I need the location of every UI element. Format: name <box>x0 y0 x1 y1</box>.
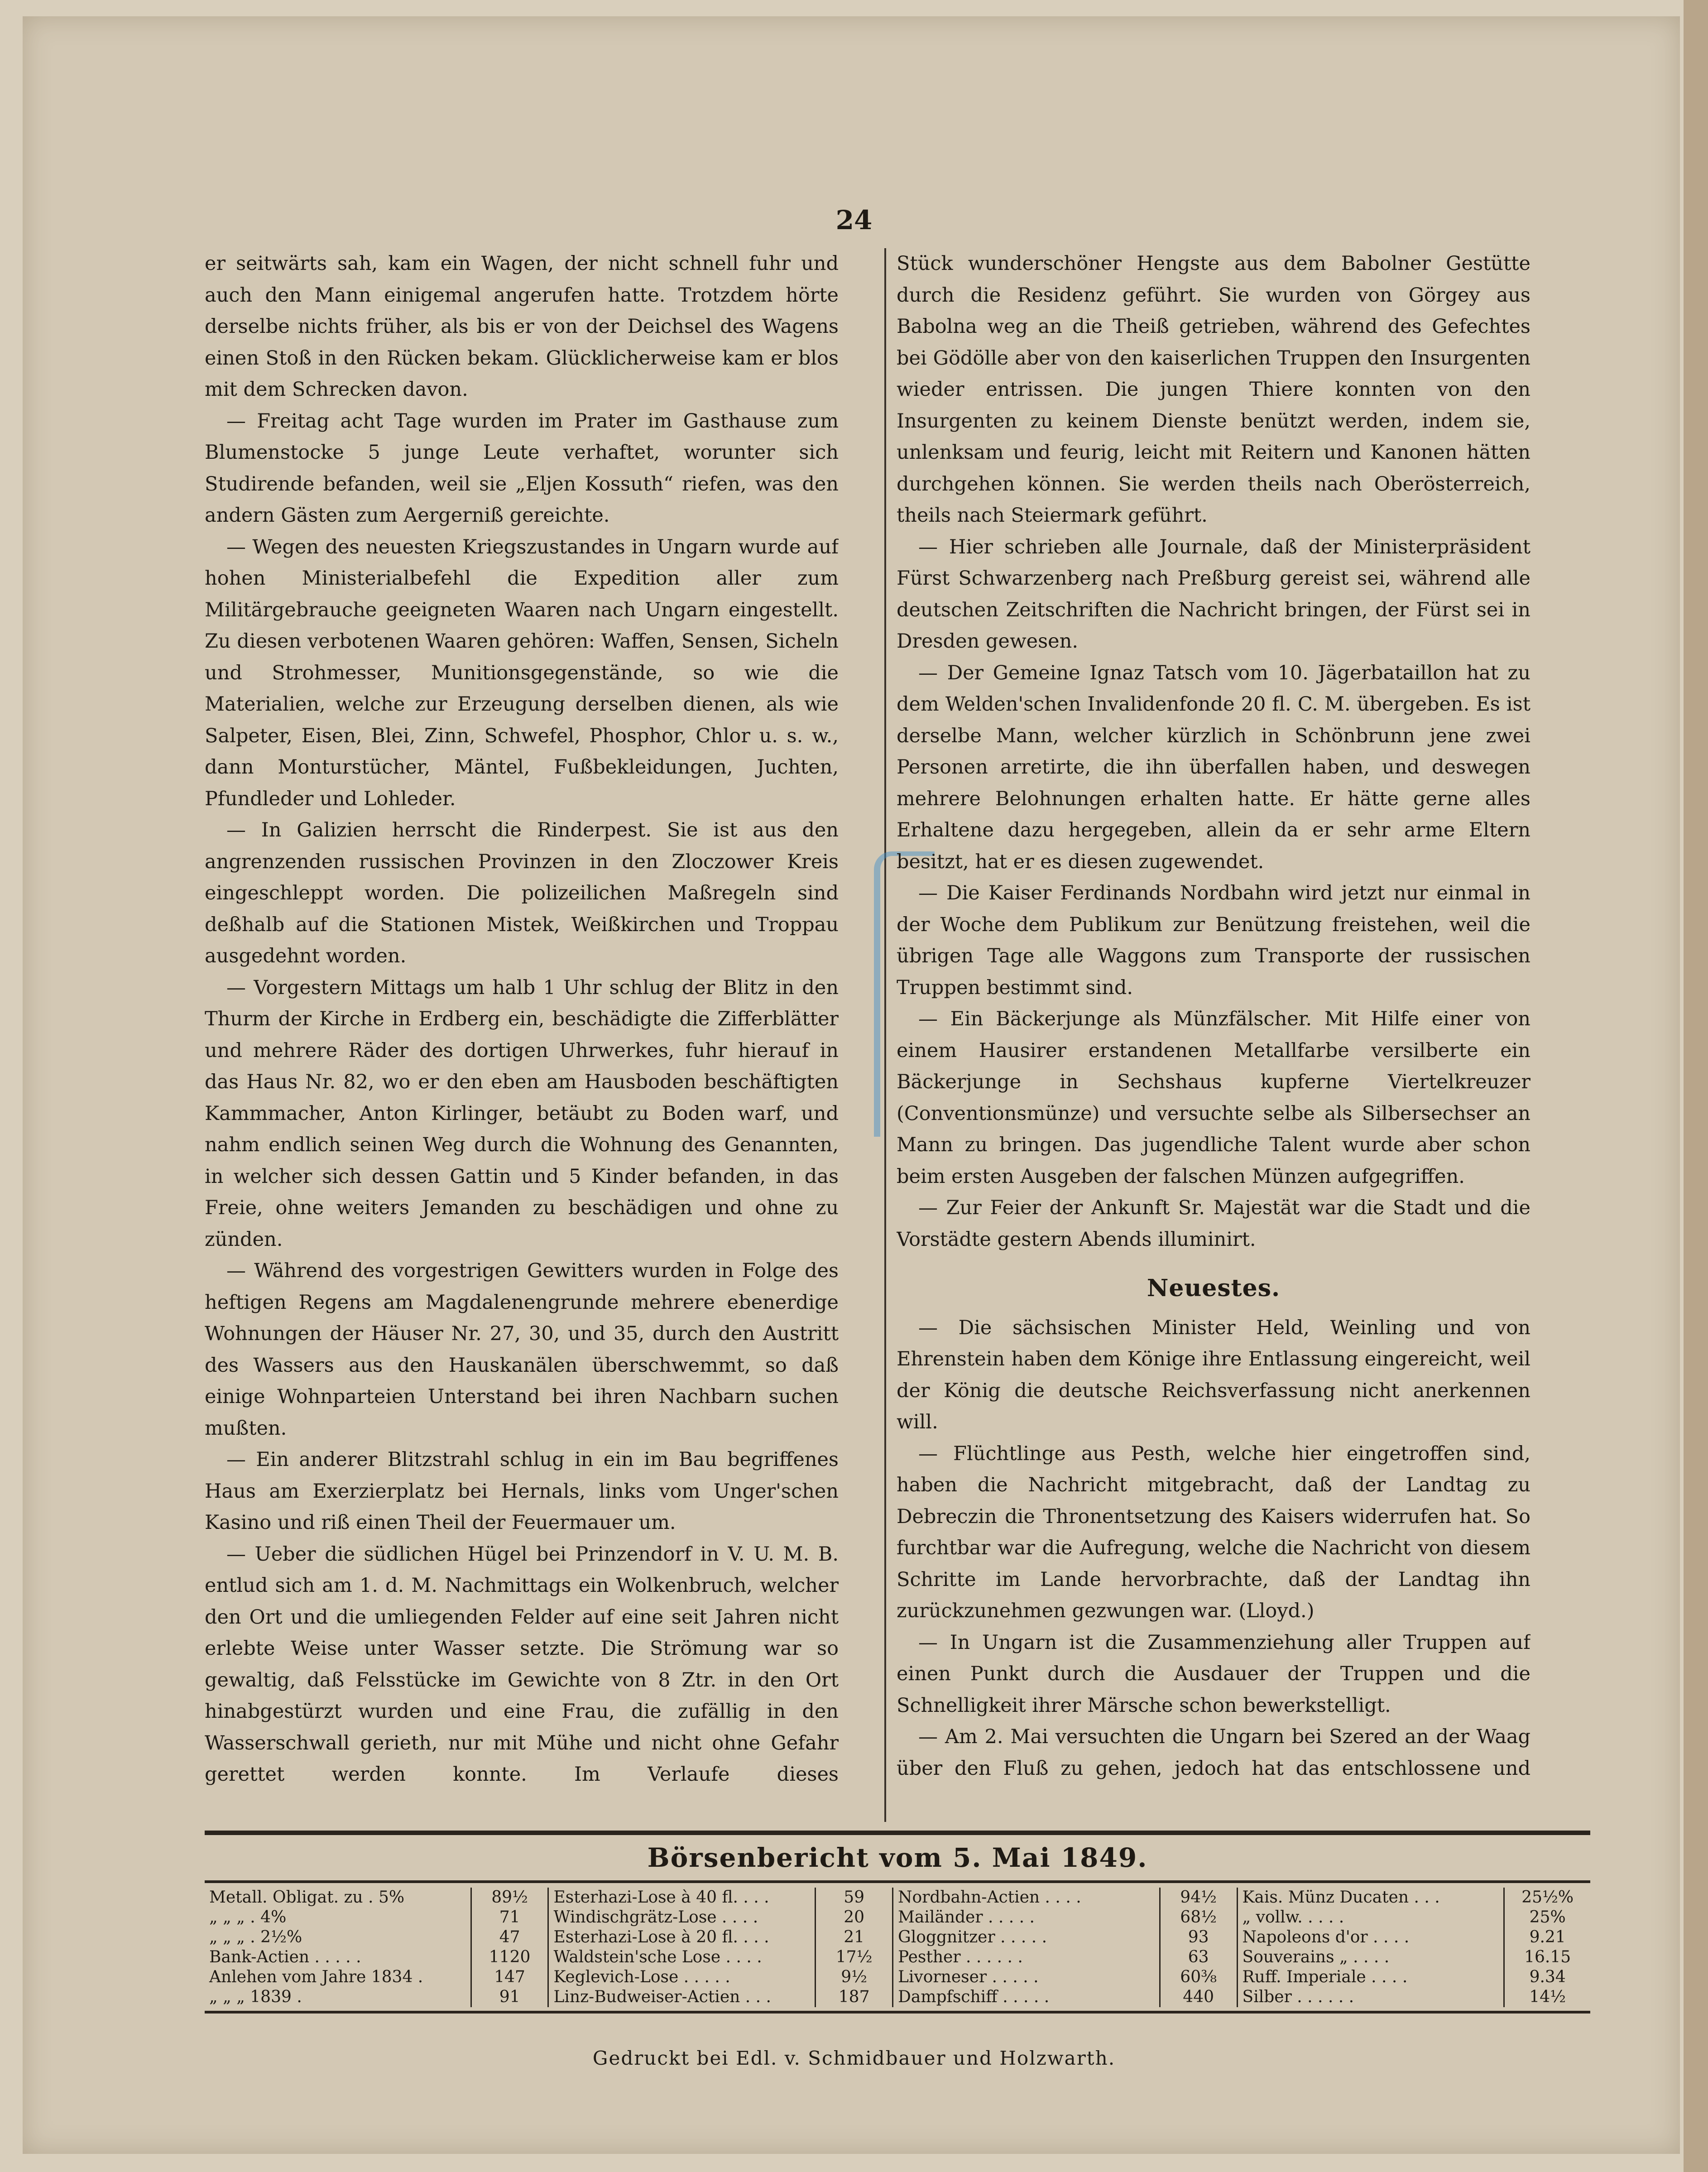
paragraph: er seitwärts sah, kam ein Wagen, der nicht schnell fuhr und auch den Mann einigemal angerufen hatte. Trotzdem hörte derselbe nichts früher, als bis er von der Deichsel des Wagens einen Stoß in den Rücken bekam. Glücklicherweise kam er blos mit dem Schrecken davon. <box>205 252 839 401</box>
table-row <box>205 1967 1590 1987</box>
market-label: „ „ „ 1839 . <box>209 1988 302 2006</box>
paragraph: — Vorgestern Mittags um halb 1 Uhr schlug der Blitz in den Thurm der Kirche in Erdberg ein, beschädigte die Zifferblätter und mehrere Räder des dortigen Uhrwerkes, fuhr hierauf in das Haus Nr. 82, wo er den eben am Hausboden beschäftigten Kammmacher, Anton Kirlinger, betäubt zu Boden warf, und nahm endlich seinen Weg durch die Wohnung des Genannten, in welcher sich dessen Gattin und 5 Kinder befanden, in das Freie, ohne weiters Jemanden zu beschädigen und ohne zu zünden. <box>205 976 839 1251</box>
left-column <box>205 248 839 1788</box>
market-value: 91 <box>471 1987 548 2007</box>
market-value: 14½ <box>1504 1987 1590 2007</box>
market-value: 68½ <box>1160 1908 1237 1927</box>
market-rule <box>205 2011 1590 2013</box>
market-label: Silber . . . . . . <box>1242 1988 1354 2006</box>
paragraph: — Hier schrieben alle Journale, daß der Ministerpräsident Fürst Schwarzenberg nach Preßburg gereist sei, während alle deutschen Zeitschriften die Nachricht bringen, der Fürst sei in Dresden gewesen. <box>897 535 1530 653</box>
market-label: Kais. Münz Ducaten . . . <box>1242 1888 1440 1907</box>
market-label: Esterhazi-Lose à 40 fl. . . . <box>553 1888 769 1907</box>
paragraph: — Ein Bäckerjunge als Münzfälscher. Mit Hilfe einer von einem Hausirer erstandenen Metallfarbe versilberte ein Bäckerjunge in Sechshaus kupferne Viertelkreuzer (Conventionsmünze) und versuchte selbe als Silbersechser an Mann zu bringen. Das jugendliche Talent wurde aber schon beim ersten Ausgeben der falschen Münzen aufgegriffen. <box>897 1008 1530 1188</box>
market-label: Dampfschiff . . . . . <box>898 1988 1050 2006</box>
market-value: 20 <box>816 1908 893 1927</box>
table-row <box>205 1908 1590 1927</box>
market-value: 25% <box>1504 1908 1590 1927</box>
table-row <box>205 1947 1590 1967</box>
market-label: Bank-Actien . . . . . <box>209 1948 361 1966</box>
market-label: Ruff. Imperiale . . . . <box>1242 1968 1408 1986</box>
paragraph: — Die sächsischen Minister Held, Weinling und von Ehrenstein haben dem Könige ihre Entlassung eingereicht, weil der König die deutsche Reichsverfassung nicht anerkennen will. <box>897 1316 1530 1433</box>
market-label: Napoleons d'or . . . . <box>1242 1928 1410 1946</box>
market-label: Mailänder . . . . . <box>898 1908 1035 1927</box>
market-label: Linz-Budweiser-Actien . . . <box>553 1988 771 2006</box>
market-label: Esterhazi-Lose à 20 fl. . . . <box>553 1928 769 1946</box>
market-label: Windischgrätz-Lose . . . . <box>553 1908 758 1927</box>
paragraph: — Am 2. Mai versuchten die Ungarn bei Szered an der Waag über den Fluß zu gehen, jedoch hat das entschlossene und <box>897 1725 1530 1780</box>
market-label: Gloggnitzer . . . . . <box>898 1928 1047 1946</box>
paragraph: — Zur Feier der Ankunft Sr. Majestät war die Stadt und die Vorstädte gestern Abends illuminirt. <box>897 1197 1530 1251</box>
market-value: 9.21 <box>1504 1927 1590 1947</box>
market-label: Pesther . . . . . . <box>898 1948 1023 1966</box>
market-value: 187 <box>816 1987 893 2007</box>
market-value: 16.15 <box>1504 1947 1590 1967</box>
page-number: 24 <box>835 205 873 235</box>
market-value: 59 <box>816 1888 893 1908</box>
market-value: 440 <box>1160 1987 1237 2007</box>
market-label: „ „ „ . 4% <box>209 1908 287 1927</box>
market-value: 9.34 <box>1504 1967 1590 1987</box>
market-value: 47 <box>471 1927 548 1947</box>
market-value: 21 <box>816 1927 893 1947</box>
paragraph: — Ueber die südlichen Hügel bei Prinzendorf in V. U. M. B. entlud sich am 1. d. M. Nachmittags ein Wolkenbruch, welcher den Ort und die umliegenden Felder auf eine seit Jahren nicht erlebte Weise unter Wasser setzte. Die Strömung war so gewaltig, daß Felsstücke im Gewichte von 8 Ztr. in den Ort hinabgestürzt wurden und eine Frau, die zufällig in den Wasserschwall gerieth, nur mit Mühe und nicht ohne Gefahr gerettet werden konnte. Im Verlaufe dieses <box>205 1543 839 1786</box>
paragraph: — In Galizien herrscht die Rinderpest. Sie ist aus den angrenzenden russischen Provinzen in den Zloczower Kreis eingeschleppt worden. Die polizeilichen Maßregeln sind deßhalb auf die Stationen Mistek, Weißkirchen und Troppau ausgedehnt worden. <box>205 819 839 967</box>
market-value: 25½% <box>1504 1888 1590 1908</box>
market-value: 9½ <box>816 1967 893 1987</box>
paragraph: — Freitag acht Tage wurden im Prater im Gasthause zum Blumenstocke 5 junge Leute verhaftet, worunter sich Studirende befanden, weil sie „Eljen Kossuth“ riefen, was den andern Gästen zum Aergerniß gereichte. <box>205 409 839 527</box>
paragraph: — Flüchtlinge aus Pesth, welche hier eingetroffen sind, haben die Nachricht mitgebracht, daß der Landtag zu Debreczin die Thronentsetzung des Kaisers widerrufen hat. So furchtbar war die Aufregung, welche die Nachricht von diesem Schritte im Lande hervorbrachte, daß der Landtag ihn zurückzunehmen gezwungen war. (Lloyd.) <box>897 1442 1530 1622</box>
market-value: 1120 <box>471 1947 548 1967</box>
table-row <box>205 1927 1590 1947</box>
market-label: Keglevich-Lose . . . . . <box>553 1968 730 1986</box>
market-label: Souverains „ . . . . <box>1242 1948 1390 1966</box>
market-label: Waldstein'sche Lose . . . . <box>553 1948 762 1966</box>
imprint: Gedruckt bei Edl. v. Schmidbauer und Holzwarth. <box>592 2047 1116 2069</box>
paragraph: — Die Kaiser Ferdinands Nordbahn wird jetzt nur einmal in der Woche dem Publikum zur Benützung freistehen, weil die übrigen Tage alle Waggons zum Transporte der russischen Truppen bestimmt sind. <box>897 882 1530 999</box>
paragraph: Stück wunderschöner Hengste aus dem Babolner Gestütte durch die Residenz geführt. Sie wurden von Görgey aus Babolna weg an die Theiß getrieben, während des Gefechtes bei Gödölle aber von den kaiserlichen Truppen den Insurgenten wieder entrissen. Die jungen Thiere konnten von den Insurgenten zu keinem Dienste benützt werden, indem sie, unlenksam und feurig, leicht mit Reitern und Kanonen hätten durchgehen können. Sie werden theils nach Oberösterreich, theils nach Steiermark geführt. <box>897 252 1530 527</box>
market-value: 17½ <box>816 1947 893 1967</box>
paragraph: — In Ungarn ist die Zusammenziehung aller Truppen auf einen Punkt durch die Ausdauer der Truppen und die Schnelligkeit ihrer Märsche schon bewerkstelligt. <box>897 1631 1530 1717</box>
market-label: Metall. Obligat. zu . 5% <box>209 1888 405 1907</box>
market-value: 147 <box>471 1967 548 1987</box>
market-value: 63 <box>1160 1947 1237 1967</box>
paragraph: — Wegen des neuesten Kriegszustandes in Ungarn wurde auf hohen Ministerialbefehl die Expedition aller zum Militärgebrauche geeigneten Waaren nach Ungarn eingestellt. Zu diesen verbotenen Waaren gehören: Waffen, Sensen, Sicheln und Strohmesser, Munitionsgegenstände, so wie die Materialien, welche zur Erzeugung derselben dienen, als wie Salpeter, Eisen, Blei, Zinn, Schwefel, Phosphor, Chlor u. s. w., dann Monturstücher, Mäntel, Fußbekleidungen, Juchten, Pfundleder und Lohleder. <box>205 535 839 810</box>
news-heading: Neuestes. <box>1147 1274 1281 1302</box>
market-value: 89½ <box>471 1888 548 1908</box>
market-label: „ vollw. . . . . <box>1242 1908 1344 1927</box>
right-column <box>897 248 1530 1788</box>
paragraph: — Der Gemeine Ignaz Tatsch vom 10. Jägerbataillon hat zu dem Welden'schen Invalidenfonde 20 fl. C. M. übergeben. Es ist derselbe Mann, welcher kürzlich in Schönbrunn jene zwei Personen arretirte, die ihn überfallen haben, und deswegen mehrere Belohnungen erhalten hatte. Er hätte gerne alles Erhaltene dazu hergegeben, allein da er sehr arme Eltern besitzt, hat er es diesen zugewendet. <box>897 661 1530 873</box>
market-label: Anlehen vom Jahre 1834 . <box>209 1968 423 1986</box>
market-label: Livorneser . . . . . <box>898 1968 1039 1986</box>
market-label: „ „ „ . 2½% <box>209 1928 302 1946</box>
market-title: Börsenbericht vom 5. Mai 1849. <box>647 1842 1148 1873</box>
market-value: 93 <box>1160 1927 1237 1947</box>
market-rule <box>205 1880 1590 1883</box>
table-row <box>205 1888 1590 1908</box>
paragraph: — Während des vorgestrigen Gewitters wurden in Folge des heftigen Regens am Magdalenengrunde mehrere ebenerdige Wohnungen der Häuser Nr. 27, 30, und 35, durch den Austritt des Wassers aus den Hauskanälen überschwemmt, so daß einige Wohnparteien Unterstand bei ihren Nachbarn suchen mußten. <box>205 1259 839 1440</box>
market-table <box>205 1888 1590 2007</box>
paragraph: — Ein anderer Blitzstrahl schlug in ein im Bau begriffenes Haus am Exerzierplatz bei Hernals, links vom Unger'schen Kasino und riß einen Theil der Feuermauer um. <box>205 1448 839 1534</box>
market-value: 94½ <box>1160 1888 1237 1908</box>
market-value: 60⅜ <box>1160 1967 1237 1987</box>
market-rule <box>205 1831 1590 1835</box>
page-edge <box>1684 0 1708 2172</box>
table-row <box>205 1987 1590 2007</box>
market-value: 71 <box>471 1908 548 1927</box>
market-label: Nordbahn-Actien . . . . <box>898 1888 1081 1907</box>
